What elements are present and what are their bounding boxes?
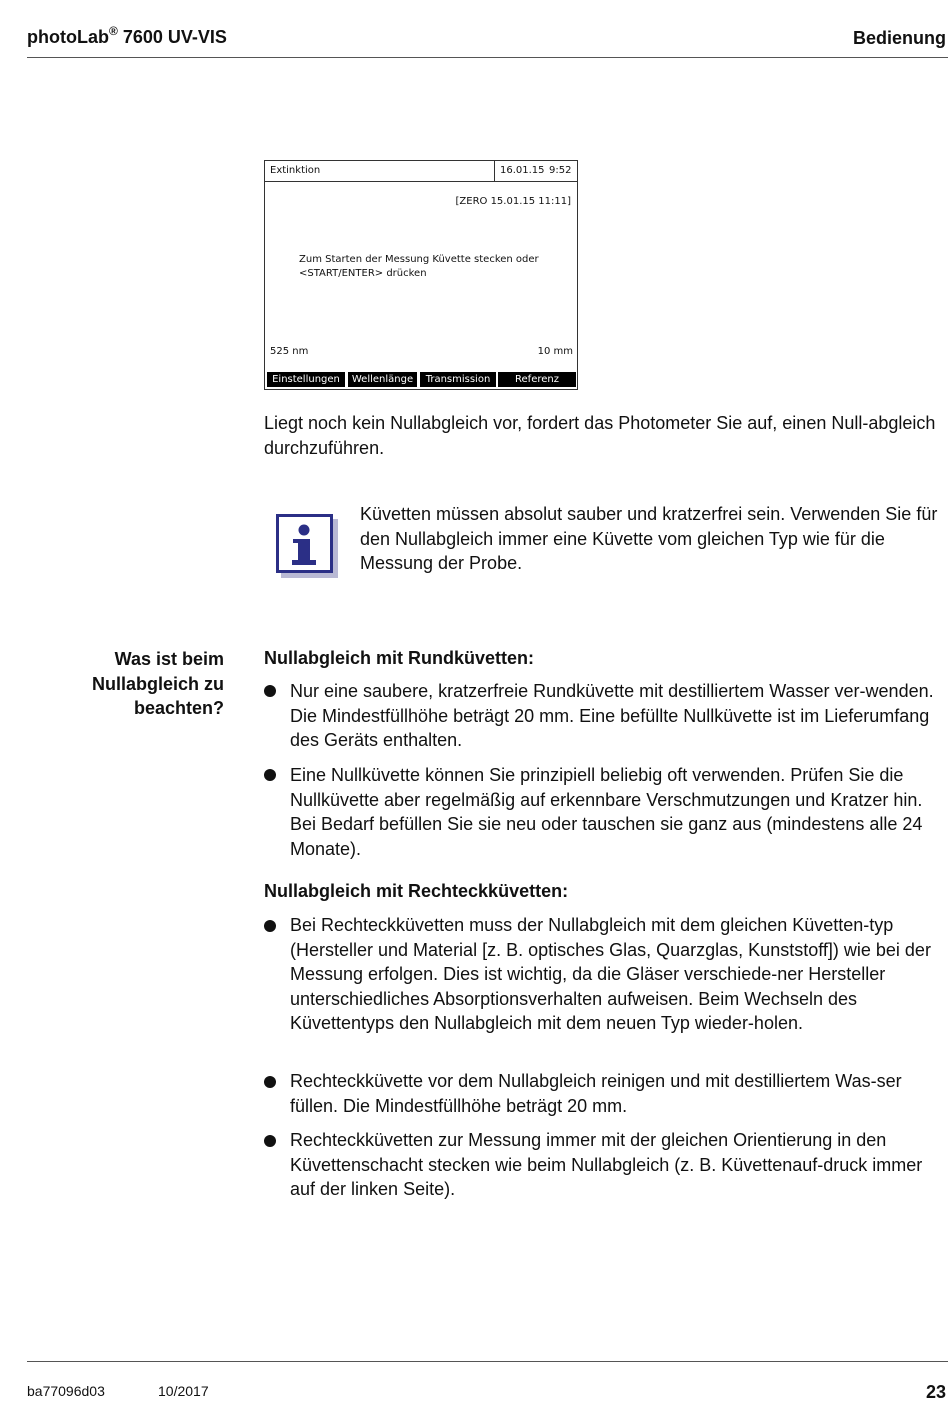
- bullet-item: Rechteckküvette vor dem Nullabgleich reinigen und mit destilliertem Was-ser füllen. Die Mindestfüllhöhe beträgt 20 mm.: [290, 1071, 902, 1116]
- footer-date: 10/2017: [158, 1383, 209, 1399]
- softkey-transmission[interactable]: Transmission: [420, 372, 496, 387]
- registered-mark: ®: [108, 24, 118, 38]
- header-rule: [27, 57, 948, 58]
- section1-heading: Nullabgleich mit Rundküvetten:: [264, 648, 535, 668]
- screen-wavelength: 525 nm: [270, 346, 309, 357]
- header-section: Bedienung: [853, 28, 946, 48]
- softkey-bar: [267, 372, 577, 388]
- info-icon: [276, 514, 338, 578]
- bullet-dot: [264, 1076, 276, 1088]
- side-heading: Was ist beim Nullabgleich zu beachten?: [91, 649, 224, 718]
- product-name: photoLab: [27, 27, 109, 47]
- bullet-item: Eine Nullküvette können Sie prinzipiell beliebig oft verwenden. Prüfen Sie die Nullküvette aber regelmäßig auf erkennbare Verschmutzungen und Kratzer hin. Bei Bedarf befüllen Sie sie neu oder tauschen sie ganz aus (mindestens alle 24 Monate).: [290, 765, 923, 859]
- screen-message-line1: Zum Starten der Messung Küvette stecken oder: [299, 254, 539, 265]
- softkey-wellenlaenge[interactable]: Wellenlänge: [348, 372, 417, 387]
- screen-message: [299, 253, 539, 281]
- screen-zero-info: [ZERO 15.01.15 11:11]: [455, 196, 571, 207]
- header-product: [27, 24, 227, 48]
- softkey-referenz[interactable]: Referenz: [498, 372, 576, 387]
- screen-title-divider: [494, 161, 495, 181]
- bullet-dot: [264, 1135, 276, 1147]
- note-text: Küvetten müssen absolut sauber und kratzerfrei sein. Verwenden Sie für den Nullabgleich immer eine Küvette vom gleichen Typ wie für die Messung der Probe.: [360, 504, 938, 573]
- softkey-einstellungen[interactable]: Einstellungen: [267, 372, 345, 387]
- intro-paragraph: Liegt noch kein Nullabgleich vor, fordert das Photometer Sie auf, einen Null-abgleich durchzuführen.: [264, 413, 936, 458]
- screen-message-line2: <START/ENTER> drücken: [299, 268, 427, 279]
- bullet-item: Nur eine saubere, kratzerfreie Rundküvette mit destilliertem Wasser ver-wenden. Die Mindestfüllhöhe beträgt 20 mm. Eine befüllte Nullküvette ist im Lieferumfang des Geräts enthalten.: [290, 681, 934, 750]
- section2-heading: Nullabgleich mit Rechteckküvetten:: [264, 881, 569, 901]
- screen-path-length: 10 mm: [537, 346, 573, 357]
- screen-title: Extinktion: [270, 165, 321, 176]
- screen-time: 9:52: [549, 165, 572, 176]
- screen-title-bar: [265, 161, 577, 182]
- footer-doc-id: ba77096d03: [27, 1383, 105, 1399]
- screen-date: 16.01.15: [500, 165, 545, 176]
- bullet-dot: [264, 769, 276, 781]
- product-model: 7600 UV-VIS: [117, 27, 227, 47]
- bullet-dot: [264, 920, 276, 932]
- bullet-dot: [264, 685, 276, 697]
- device-screen: [264, 160, 578, 390]
- footer-rule: [27, 1361, 948, 1362]
- bullet-item: Bei Rechteckküvetten muss der Nullabgleich mit dem gleichen Küvetten-typ (Hersteller und Material [z. B. optisches Glas, Quarzglas, Kunststoff]) wie bei der Messung erfolgen. Dies ist wichtig, da die Gläser verschiede-ner Hersteller unterschiedliches Absorptionsverhalten aufweisen. Beim Wechseln des Küvettentyps den Nullabgleich mit dem neuen Typ wieder-holen.: [290, 915, 931, 1033]
- page-number: 23: [925, 1382, 946, 1402]
- bullet-item: Rechteckküvetten zur Messung immer mit der gleichen Orientierung in den Küvettenschacht stecken wie beim Nullabgleich (z. B. Küvettenauf-druck immer auf der linken Seite).: [290, 1130, 923, 1199]
